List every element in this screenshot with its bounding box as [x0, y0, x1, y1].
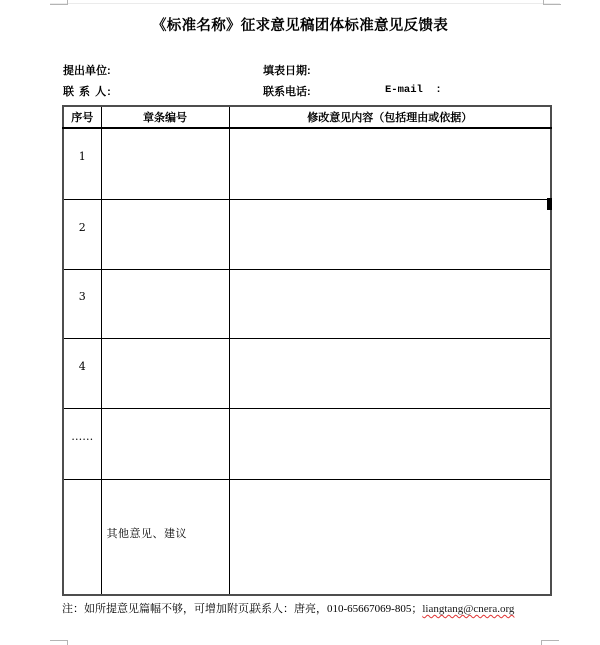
clause-input-cell[interactable] — [101, 338, 229, 408]
other-opinions-label: 其他意见、建议 — [101, 479, 229, 595]
feedback-table — [62, 105, 552, 596]
contact-phone-label: 联系电话: — [263, 86, 311, 98]
table-row-2 — [63, 199, 551, 269]
row-number-cell: 4 — [63, 338, 101, 408]
header-cell-content: 修改意见内容（包括理由或依据） — [229, 106, 551, 128]
proposing-unit-label: 提出单位: — [63, 65, 111, 77]
content-input-cell[interactable] — [229, 338, 551, 408]
footer-note: 注：如所提意见篇幅不够，可增加附页。 — [62, 603, 260, 615]
fill-date-label: 填表日期: — [263, 65, 311, 77]
header-cell-clause: 章条编号 — [101, 106, 229, 128]
page-corner-mark-bottom-left — [50, 640, 68, 645]
footer-contact-email: liangtang@cnera.org — [422, 603, 515, 615]
page-corner-mark-top-left — [50, 0, 68, 5]
row-number-cell — [63, 479, 101, 595]
table-row-3 — [63, 269, 551, 338]
table-border-artifact — [547, 198, 552, 210]
contact-person-label: 联 系 人: — [63, 86, 112, 98]
page-top-boundary-line — [50, 3, 560, 4]
table-row-ellipsis — [63, 408, 551, 479]
table-header-row — [63, 106, 551, 128]
table-row-4 — [63, 338, 551, 408]
row-number-cell: 2 — [63, 199, 101, 269]
page-corner-mark-top-right — [543, 0, 561, 5]
row-number-cell: 1 — [63, 128, 101, 199]
clause-input-cell[interactable] — [101, 128, 229, 199]
footer-contact-text: 联系人：唐亮，010-65667069-805； — [250, 603, 423, 615]
table-row-1 — [63, 128, 551, 199]
page-corner-mark-bottom-right — [541, 640, 559, 645]
content-input-cell[interactable] — [229, 128, 551, 199]
content-input-cell[interactable] — [229, 199, 551, 269]
row-number-cell: 3 — [63, 269, 101, 338]
clause-input-cell[interactable] — [101, 269, 229, 338]
email-label: E-mail : — [385, 84, 442, 96]
table-row-other-opinions — [63, 479, 551, 595]
footer-contact — [250, 600, 514, 616]
clause-input-cell[interactable] — [101, 408, 229, 479]
row-number-cell: …… — [63, 408, 101, 479]
content-input-cell[interactable] — [229, 408, 551, 479]
content-input-cell[interactable] — [229, 479, 551, 595]
content-input-cell[interactable] — [229, 269, 551, 338]
form-title: 《标准名称》征求意见稿团体标准意见反馈表 — [152, 18, 448, 34]
header-cell-no: 序号 — [63, 106, 101, 128]
clause-input-cell[interactable] — [101, 199, 229, 269]
